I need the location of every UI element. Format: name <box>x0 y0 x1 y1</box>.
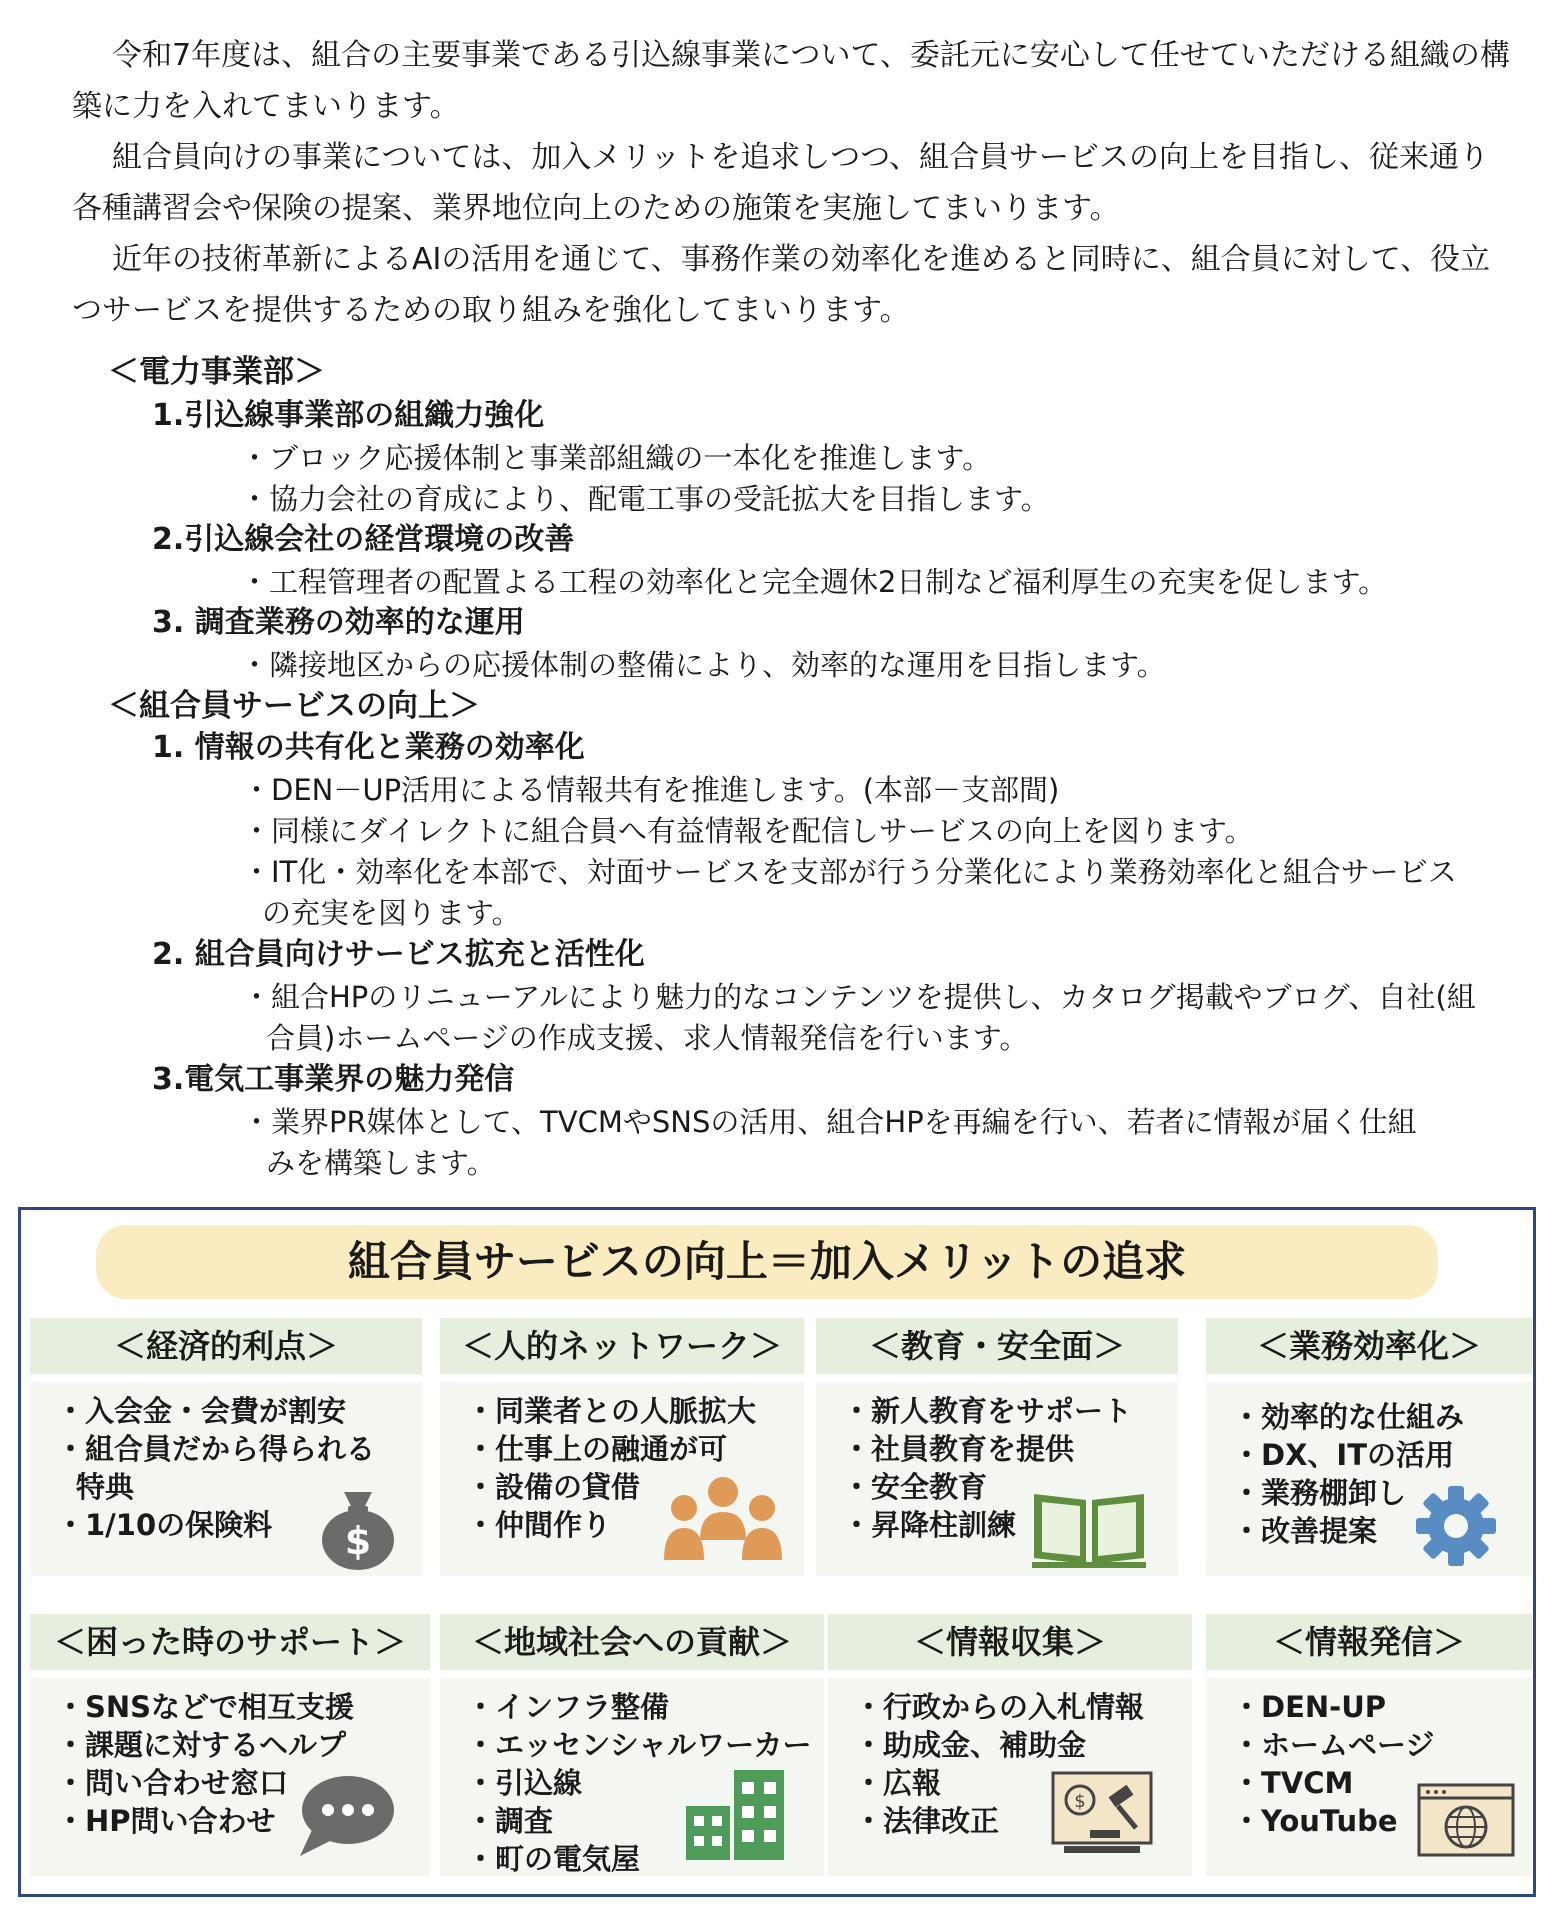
list-item: ・新人教育をサポート <box>842 1394 1133 1428</box>
bullet-text: ・IT化・効率化を本部で、対面サービスを支部が行う分業化により業務効率化と組合サービス <box>242 855 1457 889</box>
list-item: 特典 <box>76 1470 135 1504</box>
list-item: ・調査 <box>466 1804 554 1838</box>
card-work-efficiency <box>1206 1318 1532 1576</box>
book-icon <box>1030 1486 1148 1572</box>
list-item: ・ホームページ <box>1232 1728 1435 1762</box>
card-title: ＜教育・安全面＞ <box>816 1318 1178 1374</box>
list-item: ・HP問い合わせ <box>56 1804 276 1838</box>
list-item: ・設備の貸借 <box>466 1470 641 1504</box>
item-title: 3. 調査業務の効率的な運用 <box>152 605 525 640</box>
list-item: ・業務棚卸し <box>1232 1476 1407 1510</box>
list-item: ・組合員だから得られる <box>56 1432 376 1466</box>
list-item: ・インフラ整備 <box>466 1690 670 1724</box>
bullet-text: ・工程管理者の配置よる工程の効率化と完全週休2日制など福利厚生の充実を促します。 <box>240 565 1388 599</box>
card-title: ＜情報発信＞ <box>1206 1614 1532 1670</box>
item-title: 3.電気工事業界の魅力発信 <box>152 1062 515 1097</box>
list-item: ・社員教育を提供 <box>842 1432 1075 1466</box>
list-item: ・安全教育 <box>842 1470 988 1504</box>
section-title-member-services: ＜組合員サービスの向上＞ <box>108 688 480 724</box>
list-item: ・課題に対するヘルプ <box>56 1728 347 1762</box>
item-title: 1. 情報の共有化と業務の効率化 <box>152 730 585 765</box>
bullet-text: ・ブロック応援体制と事業部組織の一本化を推進します。 <box>240 441 992 475</box>
item-title: 1.引込線事業部の組織力強化 <box>152 398 545 433</box>
list-item: ・改善提案 <box>1232 1514 1378 1548</box>
card-community-contribution <box>440 1614 824 1876</box>
svg-text:$: $ <box>344 1519 372 1563</box>
bullet-text: ・組合HPのリニューアルにより魅力的なコンテンツを提供し、カタログ掲載やブログ、自社(組 <box>242 980 1476 1014</box>
card-title: ＜人的ネットワーク＞ <box>440 1318 804 1374</box>
svg-text:$: $ <box>1074 1791 1086 1812</box>
web-browser-icon <box>1416 1782 1516 1858</box>
list-item: ・SNSなどで相互支援 <box>56 1690 355 1724</box>
auction-icon <box>1050 1770 1154 1856</box>
list-item: ・法律改正 <box>854 1804 1000 1838</box>
list-item: ・仲間作り <box>466 1508 612 1542</box>
list-item: ・問い合わせ窓口 <box>56 1766 289 1800</box>
bullet-text: 合員)ホームページの作成支援、求人情報発信を行います。 <box>266 1021 1029 1055</box>
section-title-power-division: ＜電力事業部＞ <box>108 354 325 390</box>
gear-icon <box>1414 1484 1498 1568</box>
card-title: ＜地域社会への貢献＞ <box>440 1614 824 1670</box>
card-human-network <box>440 1318 804 1576</box>
item-title: 2. 組合員向けサービス拡充と活性化 <box>152 937 645 972</box>
list-item: ・YouTube <box>1232 1804 1398 1838</box>
intro-paragraph-1: 令和7年度は、組合の主要事業である引込線事業について、委託元に安心して任せていただける組織の構築に力を入れてまいります。 <box>72 38 1510 124</box>
list-item: ・入会金・会費が割安 <box>56 1394 347 1428</box>
list-item: ・効率的な仕組み <box>1232 1400 1465 1434</box>
card-list <box>1232 1688 1434 1840</box>
card-title: ＜情報収集＞ <box>828 1614 1192 1670</box>
chat-bubble-icon <box>294 1770 398 1860</box>
list-item: ・エッセンシャルワーカー <box>466 1728 812 1762</box>
card-information-dissemination <box>1206 1614 1532 1876</box>
bullet-text: の充実を図ります。 <box>262 896 521 930</box>
bullet-text: ・DEN－UP活用による情報共有を推進します。(本部－支部間) <box>242 773 1060 807</box>
bullet-text: ・同様にダイレクトに組合員へ有益情報を配信しサービスの向上を図ります。 <box>242 814 1254 848</box>
list-item: ・仕事上の融通が可 <box>466 1432 728 1466</box>
bullet-text: ・隣接地区からの応援体制の整備により、効率的な運用を目指します。 <box>240 648 1166 682</box>
list-item: ・TVCM <box>1232 1766 1354 1800</box>
card-title: ＜困った時のサポート＞ <box>30 1614 430 1670</box>
list-item: ・引込線 <box>466 1766 583 1800</box>
intro-paragraph-2: 組合員向けの事業については、加入メリットを追求しつつ、組合員サービスの向上を目指し、従来通り各種講習会や保険の提案、業界地位向上のための施策を実施してまいります。 <box>72 140 1489 226</box>
intro-paragraph-3: 近年の技術革新によるAIの活用を通じて、事務作業の効率化を進めると同時に、組合員に対して、役立つサービスを提供するための取り組みを強化してまいります。 <box>72 242 1491 328</box>
card-title: ＜業務効率化＞ <box>1206 1318 1532 1374</box>
card-information-gathering <box>828 1614 1192 1876</box>
card-trouble-support <box>30 1614 430 1876</box>
building-icon <box>682 1766 792 1862</box>
list-item: ・昇降柱訓練 <box>842 1508 1017 1542</box>
bullet-text: ・協力会社の育成により、配電工事の受託拡大を目指します。 <box>240 482 1050 516</box>
list-item: ・助成金、補助金 <box>854 1728 1087 1762</box>
list-item: ・DX、ITの活用 <box>1232 1438 1455 1472</box>
list-item: ・行政からの入札情報 <box>854 1690 1145 1724</box>
card-title: ＜経済的利点＞ <box>30 1318 422 1374</box>
item-title: 2.引込線会社の経営環境の改善 <box>152 522 575 557</box>
list-item: ・DEN-UP <box>1232 1690 1386 1724</box>
people-icon <box>662 1474 784 1566</box>
bullet-text: みを構築します。 <box>266 1146 496 1180</box>
list-item: ・同業者との人脈拡大 <box>466 1394 757 1428</box>
list-item: ・町の電気屋 <box>466 1842 641 1876</box>
list-item: ・1/10の保険料 <box>56 1508 273 1542</box>
money-bag-icon <box>308 1478 408 1574</box>
card-economic-benefits <box>30 1318 422 1576</box>
card-education-safety <box>816 1318 1178 1576</box>
list-item: ・広報 <box>854 1766 942 1800</box>
bullet-text: ・業界PR媒体として、TVCMやSNSの活用、組合HPを再編を行い、若者に情報が届く仕組 <box>242 1105 1417 1139</box>
banner-title: 組合員サービスの向上＝加入メリットの追求 <box>96 1225 1438 1299</box>
